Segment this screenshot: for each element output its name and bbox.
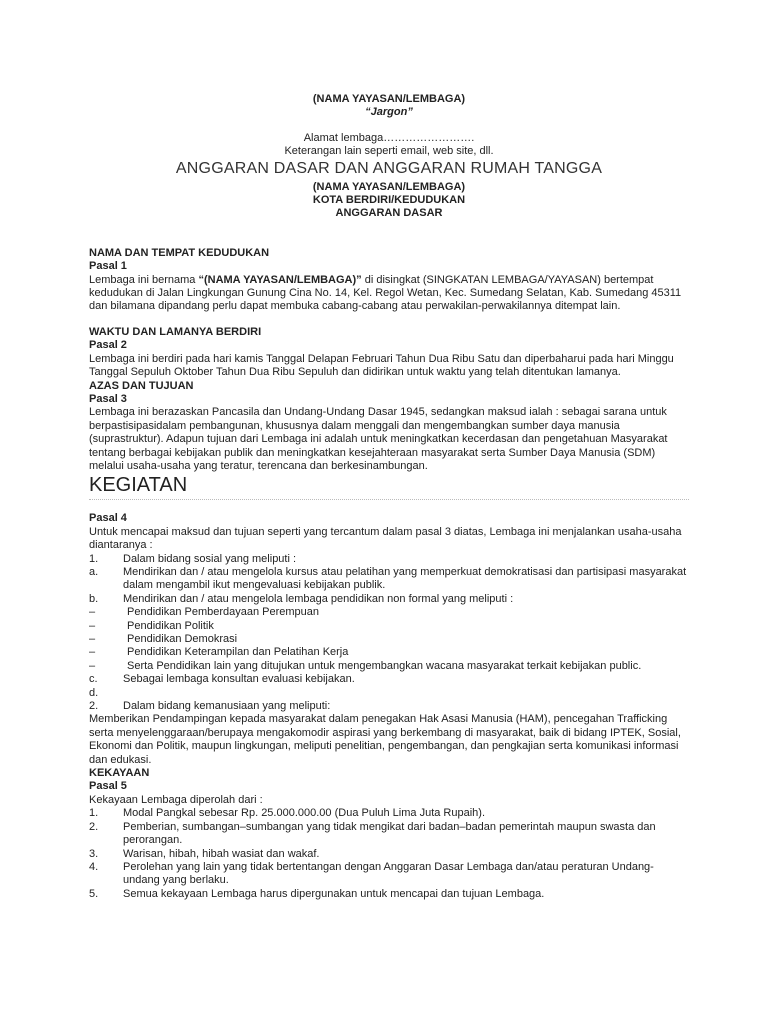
list-marker: 4.	[89, 860, 99, 873]
dash-item	[89, 660, 689, 673]
pasal-1: Pasal 1	[89, 260, 127, 273]
list-item	[89, 861, 689, 888]
list-text: Mendirikan dan / atau mengelola lembaga pendidikan non formal yang meliputi :	[123, 592, 514, 605]
pasal-3-text: Lembaga ini berazaskan Pancasila dan Undang-Undang Dasar 1945, sedangkan maksud ialah : sebagai sarana untuk berpastisipasidalam pembangunan, khususnya dalam menggali dan mengembangkan sumber daya manusia (suprastruktur). Adapun tujuan dari Lembaga ini adalah untuk meningkatkan kecerdasan dan pengetahuan Masyarakat tentang berbagai kebijakan publik dan meningkatkan kesejahteraan masyarakat serta Sumber Daya Manusia (SDM) melalui usaha-usaha yang teratur, terencana dan berkesinambungan.	[89, 406, 668, 472]
list-marker: c.	[89, 673, 98, 686]
dash-item	[89, 620, 689, 633]
dash-marker: –	[89, 646, 96, 659]
list-item	[89, 888, 689, 901]
pasal-4: Pasal 4	[89, 512, 127, 525]
list-text: Modal Pangkal sebesar Rp. 25.000.000.00 (Dua Puluh Lima Juta Rupaih).	[123, 807, 486, 820]
dash-text: Pendidikan Keterampilan dan Pelatihan Kerja	[127, 646, 349, 659]
document-title: ANGGARAN DASAR DAN ANGGARAN RUMAH TANGGA	[175, 159, 603, 177]
list-item	[89, 700, 689, 713]
list-item	[89, 566, 689, 593]
pasal-5: Pasal 5	[89, 780, 127, 793]
list-marker: 3.	[89, 847, 99, 860]
list-item	[89, 553, 689, 566]
list-marker: b.	[89, 592, 99, 605]
list-text: Perolehan yang lain yang tidak bertentangan dengan Anggaran Dasar Lembaga dan/atau peraturan Undang-undang yang berlaku.	[123, 860, 654, 887]
dash-item	[89, 633, 689, 646]
list-item	[89, 807, 689, 820]
org-other-info: Keterangan lain seperti email, web site, dll.	[284, 145, 494, 158]
list-marker: d.	[89, 686, 99, 699]
dash-marker: –	[89, 659, 96, 672]
pasal-5-intro: Kekayaan Lembaga diperolah dari :	[89, 793, 263, 806]
pasal-4-closing: Memberikan Pendampingan kepada masyarakat dalam penegakan Hak Asasi Manusia (HAM), pencegahan Trafficking serta menyelenggaraan/berupaya mengakomodir aspirasi yang berkembang di masyarakat, baik di bidang IPTEK, Sosial, Ekonomi dan Politik, maupun lingkungan, meliputi penelitian, pengembangan, dan pengkajian serta komunikasi informasi dan edukasi.	[89, 713, 681, 766]
list-text: Dalam bidang sosial yang meliputi :	[123, 552, 297, 565]
section-heading-azas: AZAS DAN TUJUAN	[89, 379, 194, 392]
list-marker: 1.	[89, 552, 99, 565]
list-marker: 5.	[89, 887, 99, 900]
section-heading-waktu: WAKTU DAN LAMANYA BERDIRI	[89, 325, 262, 338]
pasal-2-text: Lembaga ini berdiri pada hari kamis Tanggal Delapan Februari Tahun Dua Ribu Satu dan diperbaharui pada hari Minggu Tanggal Sepuluh Oktober Tahun Dua Ribu Sepuluh dan didirikan untuk waktu yang telah ditentukan lamanya.	[89, 352, 674, 379]
dash-text: Pendidikan Politik	[127, 619, 214, 632]
dash-item	[89, 646, 689, 659]
dash-text: Pendidikan Demokrasi	[127, 633, 238, 645]
list-marker: 2.	[89, 700, 99, 713]
list-text: Semua kekayaan Lembaga harus dipergunakan untuk mencapai dan tujuan Lembaga.	[123, 887, 545, 900]
pasal-4-intro: Untuk mencapai maksud dan tujuan seperti yang tercantum dalam pasal 3 diatas, Lembaga ini menjalankan usaha-usaha diantaranya :	[89, 525, 682, 552]
dash-item	[89, 606, 689, 619]
pasal-1-text	[89, 274, 689, 314]
list-marker: 2.	[89, 820, 99, 833]
pasal-1-text-a: Lembaga ini bernama	[89, 273, 199, 286]
list-item	[89, 593, 689, 606]
sub-org-name: (NAMA YAYASAN/LEMBAGA)	[312, 180, 466, 193]
list-text: Dalam bidang kemanusiaan yang meliputi:	[123, 700, 331, 713]
dash-marker: –	[89, 606, 96, 619]
list-text: Warisan, hibah, hibah wasiat dan wakaf.	[123, 847, 320, 860]
sub-city: KOTA BERDIRI/KEDUDUKAN	[312, 194, 466, 207]
list-item	[89, 821, 689, 848]
org-address: Alamat lembaga…………………….	[303, 131, 475, 144]
section-heading-kegiatan: KEGIATAN	[89, 474, 188, 497]
pasal-2: Pasal 2	[89, 339, 127, 352]
dash-marker: –	[89, 619, 96, 632]
list-item	[89, 848, 689, 861]
list-marker: a.	[89, 565, 99, 578]
list-item	[89, 687, 689, 700]
pasal-3: Pasal 3	[89, 392, 127, 405]
org-jargon: “Jargon”	[365, 106, 413, 119]
section-heading-nama: NAMA DAN TEMPAT KEDUDUKAN	[89, 246, 270, 259]
list-text: Pemberian, sumbangan–sumbangan yang tidak mengikat dari badan–badan pemerintah maupun swasta dan perorangan.	[123, 820, 656, 847]
document-body	[89, 93, 689, 901]
list-text: Mendirikan dan / atau mengelola kursus atau pelatihan yang memperkuat demokratisasi dan partisipasi masyarakat dalam mengambil ikut mengevaluasi kebijakan publik.	[123, 565, 687, 592]
dash-text: Pendidikan Pemberdayaan Perempuan	[127, 606, 320, 619]
dash-marker: –	[89, 633, 96, 645]
list-text: Sebagai lembaga konsultan evaluasi kebijakan.	[123, 673, 355, 686]
list-item	[89, 673, 689, 686]
dash-text: Serta Pendidikan lain yang ditujukan untuk mengembangkan wacana masyarakat terkait kebijakan public.	[127, 659, 642, 672]
list-marker: 1.	[89, 807, 99, 820]
pasal-1-org-name: “(NAMA YAYASAN/LEMBAGA)”	[198, 273, 362, 286]
pasal-1-text-c: di disingkat (SINGKATAN LEMBAGA/YAYASAN) bertempat kedudukan di Jalan Lingkungan Gunung Cina No. 14, Kel. Regol Wetan, Kec. Sumedang Selatan, Kab. Sumedang 45311 dan bilamana dipandang perlu dapat membuka cabang-cabang atau perwakilan-perwakilannya ditempat lain.	[89, 273, 682, 313]
org-name: (NAMA YAYASAN/LEMBAGA)	[312, 93, 466, 105]
sub-doc-type: ANGGARAN DASAR	[335, 207, 443, 220]
list-text	[123, 687, 689, 700]
section-heading-kekayaan: KEKAYAAN	[89, 767, 150, 780]
